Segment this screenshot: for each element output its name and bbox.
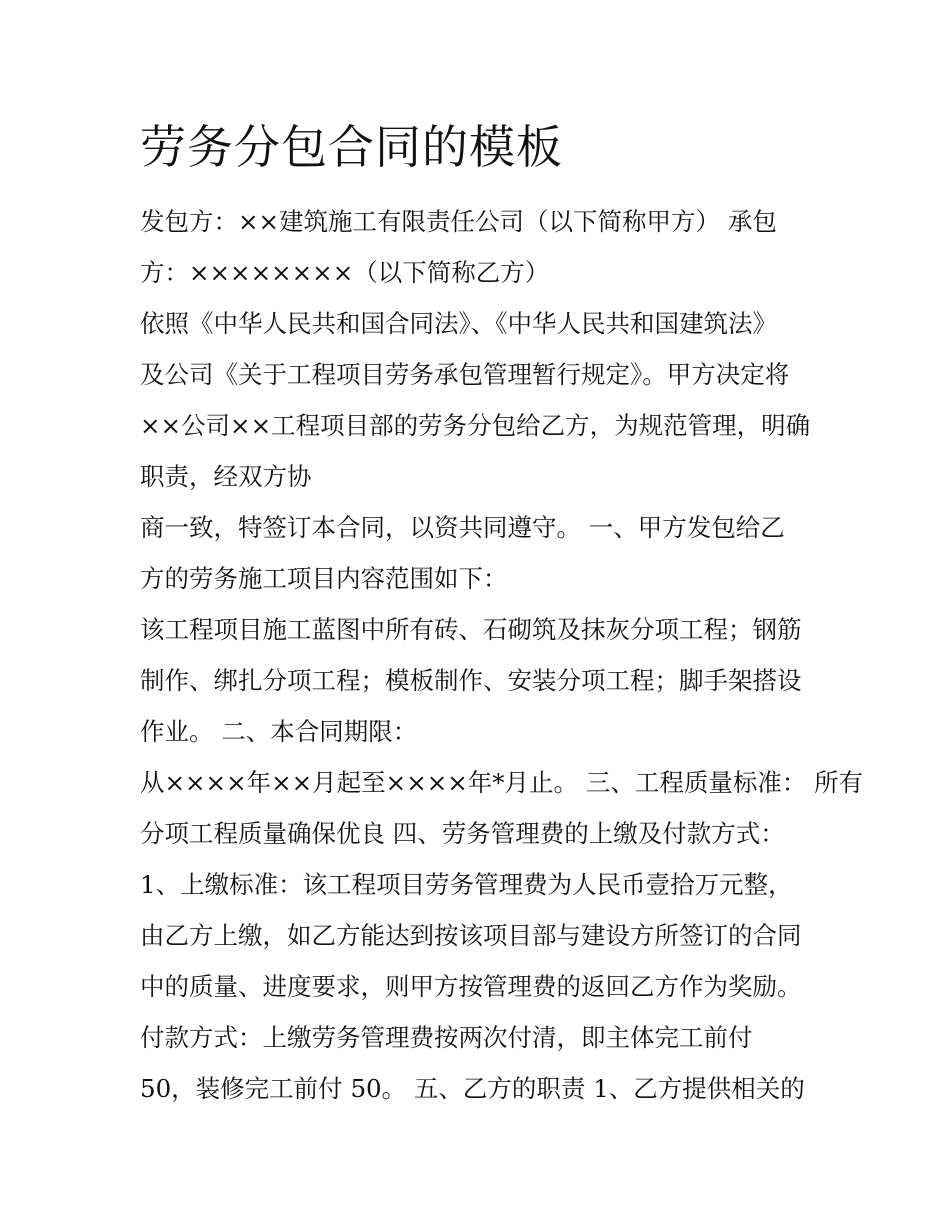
text-line: ××公司××工程项目部的劳务分包给乙方，为规范管理，明确 bbox=[140, 411, 811, 440]
text-line: 分项工程质量确保优良 四、劳务管理费的上缴及付款方式： bbox=[140, 819, 785, 848]
text-line: 从××××年××月起至××××年*月止。 三、工程质量标准： 所有 bbox=[140, 768, 864, 797]
text-line: 中的质量、进度要求，则甲方按管理费的返回乙方作为奖励。 bbox=[140, 972, 802, 1001]
text-line: 由乙方上缴，如乙方能达到按该项目部与建设方所签订的合同 bbox=[140, 921, 802, 950]
text-line: 依照《中华人民共和国合同法》、《中华人民共和国建筑法》 bbox=[140, 309, 777, 338]
text-line: 50，装修完工前付 50。 五、乙方的职责 1、乙方提供相关的 bbox=[140, 1074, 805, 1103]
text-line: 制作、绑扎分项工程；模板制作、安装分项工程；脚手架搭设 bbox=[140, 666, 802, 695]
text-line: 1、上缴标准：该工程项目劳务管理费为人民币壹拾万元整， bbox=[140, 870, 793, 899]
text-line: 商一致，特签订本合同，以资共同遵守。 一、甲方发包给乙 bbox=[140, 513, 785, 542]
text-line: 该工程项目施工蓝图中所有砖、石砌筑及抹灰分项工程；钢筋 bbox=[140, 615, 802, 644]
text-line: 及公司《关于工程项目劳务承包管理暂行规定》。甲方决定将 bbox=[140, 360, 790, 389]
document-title: 劳务分包合同的模板 bbox=[140, 120, 563, 174]
text-line: 发包方：××建筑施工有限责任公司（以下简称甲方） 承包 bbox=[140, 207, 777, 236]
text-line: 职责，经双方协 bbox=[140, 462, 312, 491]
text-line: 付款方式：上缴劳务管理费按两次付清，即主体完工前付 bbox=[140, 1023, 753, 1052]
text-line: 方：××××××××（以下简称乙方） bbox=[140, 258, 550, 287]
document-body bbox=[140, 196, 864, 1114]
text-line: 方的劳务施工项目内容范围如下： bbox=[140, 564, 508, 593]
text-line: 作业。 二、本合同期限： bbox=[140, 717, 418, 746]
